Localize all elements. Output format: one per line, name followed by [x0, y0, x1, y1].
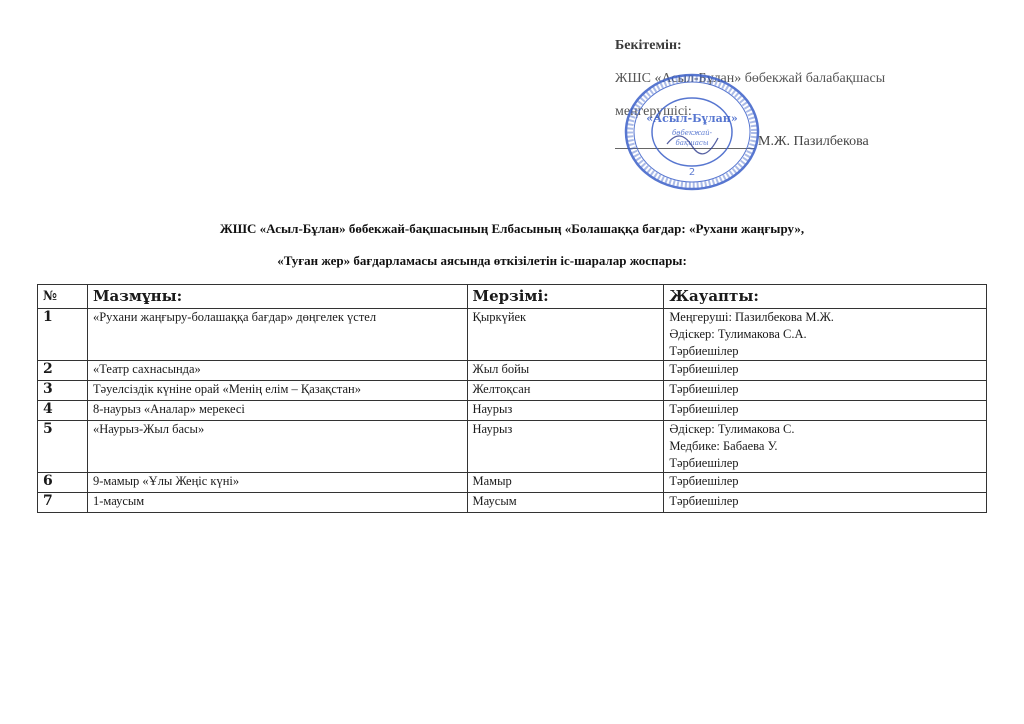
table-row [38, 309, 987, 361]
row-term: Наурыз [467, 421, 664, 473]
row-term: Маусым [467, 493, 664, 513]
header-responsible: Жауапты: [664, 285, 987, 309]
table-row [38, 361, 987, 381]
row-responsible: Тәрбиешілер [664, 473, 987, 493]
row-content: «Наурыз-Жыл басы» [87, 421, 467, 473]
events-plan-table [37, 284, 987, 513]
stamp-title: «Асыл-Бұлан» [646, 112, 738, 125]
header-term: Мерзімі: [467, 285, 664, 309]
row-number: 5 [38, 421, 88, 473]
table-header-row [38, 285, 987, 309]
row-responsible [664, 421, 987, 473]
svg-text:бөбекжай-: бөбекжай- [671, 129, 713, 137]
svg-text:2: 2 [688, 167, 696, 178]
document-heading-line2: «Туған жер» бағдарламасы аясында өткізілетін іс-шаралар жоспары: [277, 253, 687, 268]
responsible-person: Медбике: Бабаева У. [669, 439, 778, 453]
row-number: 2 [38, 361, 88, 381]
table-row [38, 401, 987, 421]
header-content: Мазмұны: [87, 285, 467, 309]
row-number: 4 [38, 401, 88, 421]
approval-role: меңгерушісі: [615, 104, 692, 119]
row-content: 1-маусым [87, 493, 467, 513]
row-content: «Театр сахнасында» [87, 361, 467, 381]
approval-title: Бекітемін: [615, 38, 682, 53]
responsible-person: Тәрбиешілер [669, 344, 739, 358]
row-responsible [664, 309, 987, 361]
row-term: Желтоқсан [467, 381, 664, 401]
row-responsible: Тәрбиешілер [664, 381, 987, 401]
responsible-person: Әдіскер: Тулимакова С. [669, 422, 795, 436]
table-row [38, 381, 987, 401]
responsible-person: Меңгеруші: Пазилбекова М.Ж. [669, 310, 834, 324]
row-number: 7 [38, 493, 88, 513]
row-term: Жыл бойы [467, 361, 664, 381]
row-number: 6 [38, 473, 88, 493]
responsible-person: Әдіскер: Тулимакова С.А. [669, 327, 807, 341]
row-number: 3 [38, 381, 88, 401]
table-row [38, 421, 987, 473]
header-number: № [38, 285, 88, 309]
table-row [38, 473, 987, 493]
row-term: Қыркүйек [467, 309, 664, 361]
row-number: 1 [38, 309, 88, 361]
row-responsible: Тәрбиешілер [664, 401, 987, 421]
row-content: Тәуелсіздік күніне орай «Менің елім – Қазақстан» [87, 381, 467, 401]
table-row [38, 493, 987, 513]
document-heading-line1: ЖШС «Асыл-Бұлан» бөбекжай-бақшасының Елбасының «Болашаққа бағдар: «Рухани жаңғыру», [219, 221, 805, 236]
row-term: Наурыз [467, 401, 664, 421]
stamp-seal-icon [622, 72, 762, 192]
row-content: 9-мамыр «Ұлы Жеңіс күні» [87, 473, 467, 493]
responsible-person: Тәрбиешілер [669, 456, 739, 470]
row-responsible: Тәрбиешілер [664, 361, 987, 381]
svg-text:бақшасы: бақшасы [675, 139, 709, 147]
row-responsible: Тәрбиешілер [664, 493, 987, 513]
row-term: Мамыр [467, 473, 664, 493]
row-content: 8-наурыз «Аналар» мерекесі [87, 401, 467, 421]
approval-organization: ЖШС «Асыл-Бұлан» бөбекжай балабақшасы [615, 71, 886, 86]
row-content: «Рухани жаңғыру-болашаққа бағдар» дөңгелек үстел [87, 309, 467, 361]
approval-name: М.Ж. Пазилбекова [758, 134, 869, 149]
